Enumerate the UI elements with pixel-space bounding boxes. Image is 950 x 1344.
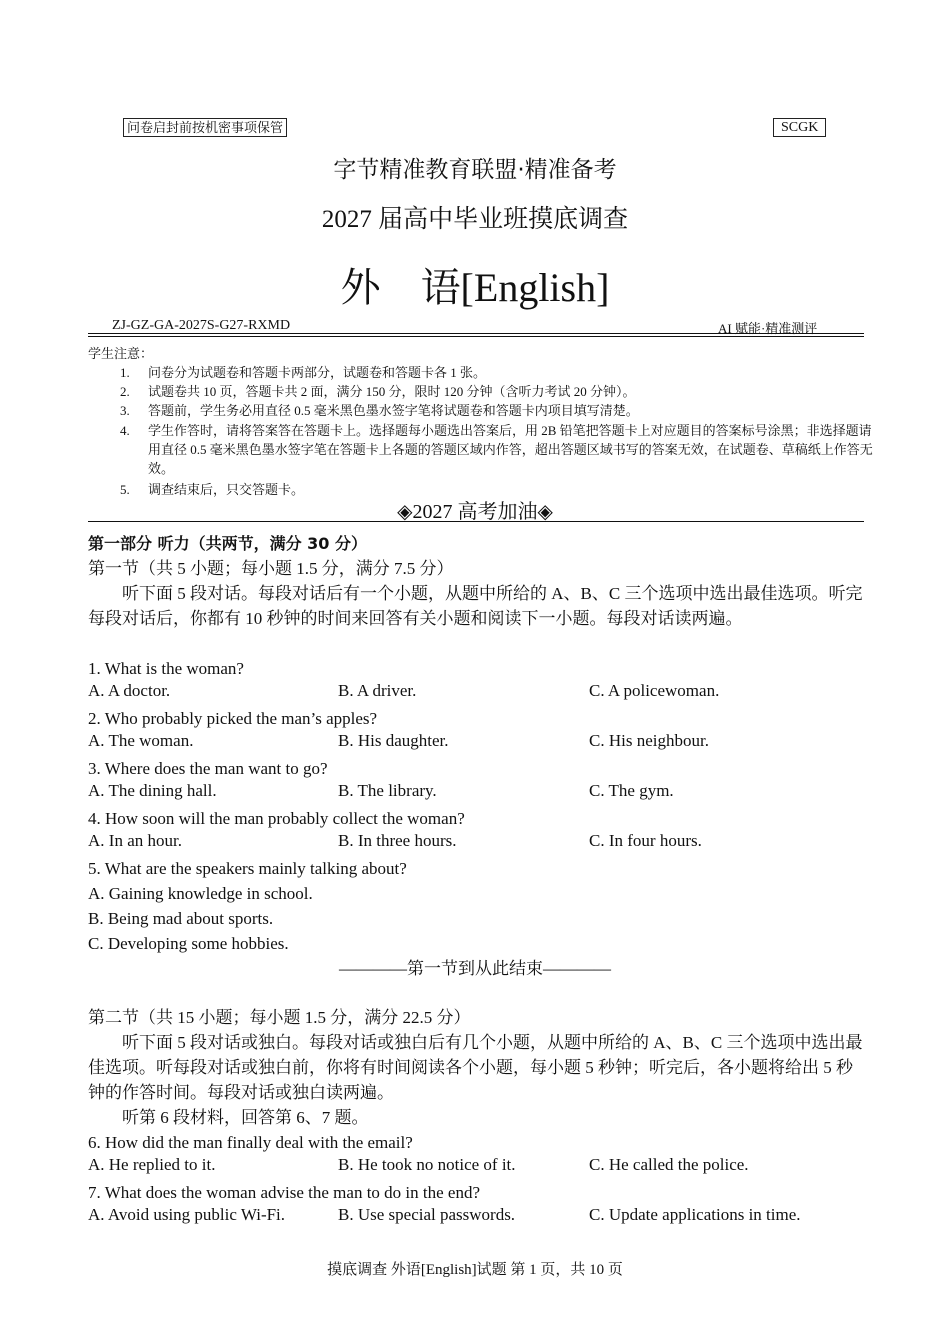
code-box: SCGK [773,118,826,137]
note-item: 2. 试题卷共 10 页，答题卡共 2 面，满分 150 分，限时 120 分钟（含听力考试 20 分钟）。 [120,384,636,399]
q2-option-a: A. The woman. [88,731,194,750]
note-item: 1. 问卷分为试题卷和答题卡两部分，试题卷和答题卡各 1 张。 [120,365,487,380]
notes-heading: 学生注意： [88,347,154,362]
doc-code: ZJ-GZ-GA-2027S-G27-RXMD [112,318,291,333]
q2-option-b: B. His daughter. [338,731,449,750]
section1-end: ————第一节到从此结束———— [339,959,611,978]
section1-instructions: 听下面 5 段对话。每段对话后有一个小题，从题中所给的 A、B、C 三个选项中选出最佳选项。听完每段对话后，你都有 10 秒钟的时间来回答有关小题和阅读下一小题。每段对话读两遍。 [88,584,863,628]
question-2: 2. Who probably picked the man’s apples? [88,709,378,728]
q5-option-b: B. Being mad about sports. [88,909,274,928]
q1-option-a: A. A doctor. [88,681,171,700]
section2-instructions: 听下面 5 段对话或独白。每段对话或独白后有几个小题，从题中所给的 A、B、C 三个选项中选出最佳选项。听每段对话或独白前，你将有时间阅读各个小题，每小题 5 秒钟；听完后，各小题将给出 5 秒钟的作答时间。每段对话或独白读两遍。 [88,1033,863,1102]
q3-option-b: B. The library. [338,781,437,800]
q1-option-c: C. A policewoman. [589,681,720,700]
question-5: 5. What are the speakers mainly talking about? [88,859,407,878]
q3-option-a: A. The dining hall. [88,781,217,800]
slogan: ◈2027 高考加油◈ [397,501,553,523]
q7-option-a: A. Avoid using public Wi-Fi. [88,1205,286,1224]
subject-title [0,256,950,313]
q5-option-a: A. Gaining knowledge in school. [88,884,313,903]
question-3: 3. Where does the man want to go? [88,759,328,778]
q6-option-b: B. He took no notice of it. [338,1155,516,1174]
question-1: 1. What is the woman? [88,659,244,678]
ai-tag: AI 赋能·精准测评 [718,321,818,336]
q1-option-b: B. A driver. [338,681,417,700]
section2-title: 第二节（共 15 小题；每小题 1.5 分，满分 22.5 分） [88,1008,471,1027]
alliance-title: 字节精准教育联盟·精准备考 [333,157,617,183]
material6-note: 听第 6 段材料，回答第 6、7 题。 [122,1108,369,1127]
note-item: 3. 答题前，学生务必用直径 0.5 毫米黑色墨水签字笔将试题卷和答题卡内项目填写清楚。 [120,403,639,418]
q6-option-a: A. He replied to it. [88,1155,216,1174]
header-rule-2 [88,336,864,337]
section1-title: 第一节（共 5 小题；每小题 1.5 分，满分 7.5 分） [88,559,454,578]
header-rule [88,333,864,334]
question-4: 4. How soon will the man probably collect the woman? [88,809,465,828]
survey-title: 2027 届高中毕业班摸底调查 [321,206,629,233]
q6-option-c: C. He called the police. [589,1155,749,1174]
question-7: 7. What does the woman advise the man to do in the end? [88,1183,481,1202]
q2-option-c: C. His neighbour. [589,731,709,750]
confidential-box: 问卷启封前按机密事项保管 [123,118,287,137]
q4-option-c: C. In four hours. [589,831,702,850]
q7-option-b: B. Use special passwords. [338,1205,516,1224]
q3-option-c: C. The gym. [589,781,674,800]
q4-option-b: B. In three hours. [338,831,457,850]
q4-option-a: A. In an hour. [88,831,182,850]
page-footer: 摸底调查 外语[English]试题 第 1 页，共 10 页 [327,1262,623,1278]
notes-rule [88,521,864,522]
question-6: 6. How did the man finally deal with the email? [88,1133,413,1152]
note-item: 5. 调查结束后，只交答题卡。 [120,482,305,497]
q5-option-c: C. Developing some hobbies. [88,934,289,953]
q7-option-c: C. Update applications in time. [589,1205,801,1224]
note-item: 4. 学生作答时，请将答案答在答题卡上。选择题每小题选出答案后，用 2B 铅笔把答题卡上对应题目的答案标号涂黑；非选择题请用直径 0.5 毫米黑色墨水签字笔在答题卡上各题的答题区域内作答，超出答题区域书写的答案无效，在试题卷、草稿纸上作答无效。 [120,423,873,476]
part1-title: 第一部分 听力（共两节，满分 30 分） [88,534,367,553]
subject-cn: 外 [340,265,381,310]
subject-rest: 语[English] [420,265,610,310]
